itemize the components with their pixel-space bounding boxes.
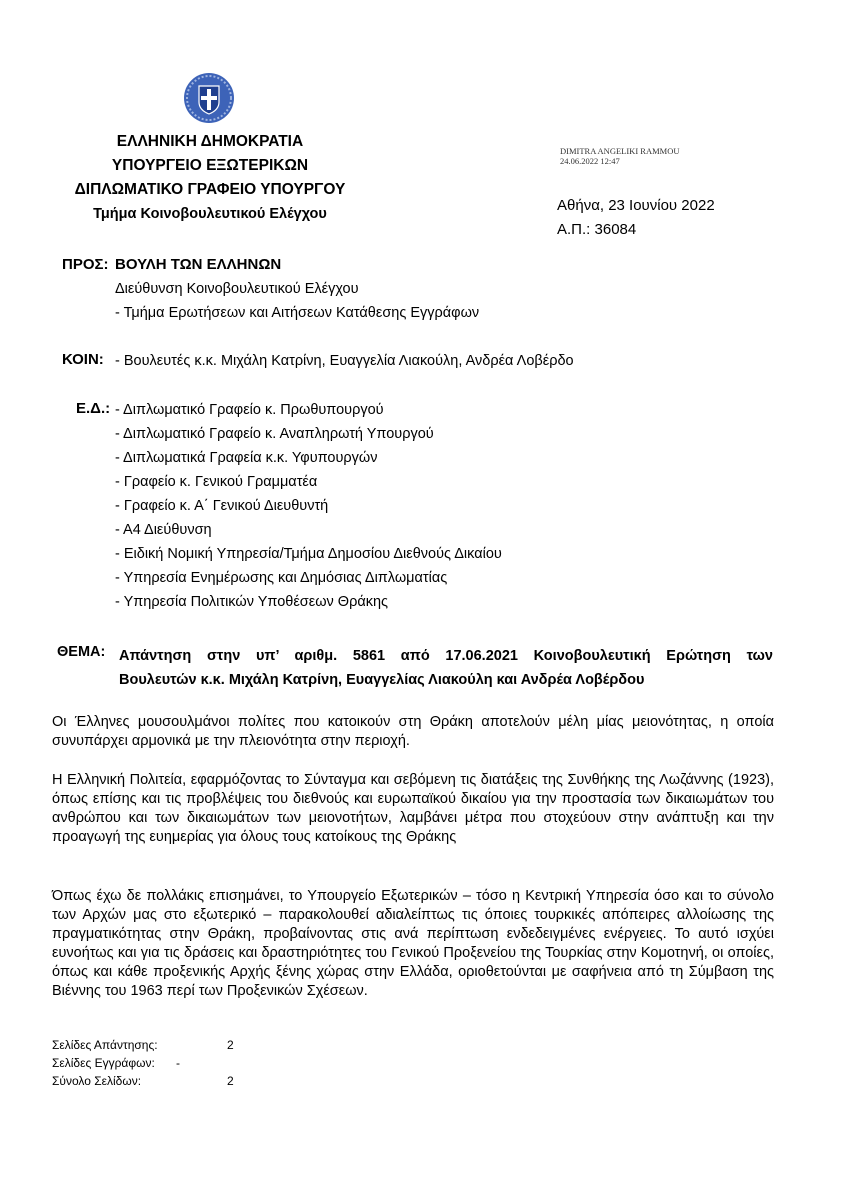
subject-text: [119, 644, 773, 692]
internal-distribution-label: Ε.Δ.:: [76, 400, 111, 417]
distribution-item: - Υπηρεσία Ενημέρωσης και Δημόσιας Διπλωματίας: [115, 570, 448, 586]
date-block: [557, 194, 715, 242]
distribution-item: - Γραφείο κ. Γενικού Γραμματέα: [115, 474, 318, 490]
footer-row: [52, 1055, 180, 1071]
body-paragraph: Η Ελληνική Πολιτεία, εφαρμόζοντας το Σύνταγμα και σεβόμενη τις διατάξεις της Συνθήκης της Λωζάννης (1923), όπως επίσης και τις προβλέψεις του διεθνούς και ευρωπαϊκού δικαίου για την προστασία των δικαιωμάτων του ανθρώπου και των δικαιωμάτων των μειονοτήτων, λαμβάνει μέτρα που στοχεύουν στην ανάπτυξη και την προαγωγή της ευημερίας για όλους τους κατοίκους της Θράκης: [52, 772, 774, 845]
letterhead: [40, 130, 380, 226]
distribution-item: - Διπλωματικά Γραφεία κ.κ. Υφυπουργών: [115, 450, 378, 466]
footer-label: Σελίδες Εγγράφων:: [52, 1056, 155, 1070]
distribution-item: - Α4 Διεύθυνση: [115, 522, 212, 538]
to-label: ΠΡΟΣ:: [62, 256, 109, 273]
distribution-item: - Υπηρεσία Πολιτικών Υποθέσεων Θράκης: [115, 594, 389, 610]
header-line-2: ΥΠΟΥΡΓΕΙΟ ΕΞΩΤΕΡΙΚΩΝ: [111, 157, 309, 174]
to-recipient: ΒΟΥΛΗ ΤΩΝ ΕΛΛΗΝΩΝ: [115, 256, 282, 273]
footer-label: Σελίδες Απάντησης:: [52, 1038, 158, 1052]
header-line-1: ΕΛΛΗΝΙΚΗ ΔΗΜΟΚΡΑΤΙΑ: [116, 133, 304, 150]
protocol-number: Α.Π.: 36084: [557, 221, 637, 238]
footer-row: [52, 1037, 234, 1053]
to-line-2: - Τμήμα Ερωτήσεων και Αιτήσεων Κατάθεσης Εγγράφων: [115, 305, 480, 321]
greek-coat-of-arms-icon: [183, 72, 235, 124]
footer-value: 2: [227, 1038, 234, 1052]
signature-name: DIMITRA ANGELIKI RAMMOU: [560, 146, 680, 156]
footer-label: Σύνολο Σελίδων:: [52, 1074, 142, 1088]
place-date: Αθήνα, 23 Ιουνίου 2022: [557, 197, 715, 214]
distribution-item: - Διπλωματικό Γραφείο κ. Αναπληρωτή Υπουργού: [115, 426, 434, 442]
footer-value: 2: [227, 1074, 234, 1088]
subject-line-1: Απάντηση στην υπ’ αριθμ. 5861 από 17.06.2021 Κοινοβουλευτική Ερώτηση των: [119, 648, 773, 664]
header-line-4: Τμήμα Κοινοβουλευτικού Ελέγχου: [93, 206, 327, 222]
distribution-item: - Ειδική Νομική Υπηρεσία/Τμήμα Δημοσίου Διεθνούς Δικαίου: [115, 546, 502, 562]
digital-signature: [560, 146, 679, 166]
footer-value: -: [176, 1056, 180, 1070]
footer-row: [52, 1073, 234, 1089]
signature-timestamp: 24.06.2022 12:47: [560, 156, 620, 166]
cc-label: ΚΟΙΝ:: [62, 351, 104, 368]
to-line-1: Διεύθυνση Κοινοβουλευτικού Ελέγχου: [115, 281, 359, 297]
subject-line-2: Βουλευτών κ.κ. Μιχάλη Κατρίνη, Ευαγγελίας Λιακούλη και Ανδρέα Λοβέρδου: [119, 672, 645, 688]
cc-text: - Βουλευτές κ.κ. Μιχάλη Κατρίνη, Ευαγγελία Λιακούλη, Ανδρέα Λοβέρδο: [115, 353, 574, 369]
distribution-item: - Διπλωματικό Γραφείο κ. Πρωθυπουργού: [115, 402, 384, 418]
header-line-3: ΔΙΠΛΩΜΑΤΙΚΟ ΓΡΑΦΕΙΟ ΥΠΟΥΡΓΟΥ: [74, 181, 346, 198]
subject-label: ΘΕΜΑ:: [57, 644, 106, 660]
body-paragraph: Οι Έλληνες μουσουλμάνοι πολίτες που κατοικούν στη Θράκη αποτελούν μέλη μίας μειονότητας, η οποία συνυπάρχει αρμονικά με την πλειονότητα στην περιοχή.: [52, 714, 774, 749]
distribution-item: - Γραφείο κ. Α΄ Γενικού Διευθυντή: [115, 498, 329, 514]
body-paragraph: Όπως έχω δε πολλάκις επισημάνει, το Υπουργείο Εξωτερικών – τόσο η Κεντρική Υπηρεσία όσο και το σύνολο των Αρχών μας στο εξωτερικό – παρακολουθεί αδιαλείπτως τις όποιες τουρκικές απόπειρες αλλοίωσης της πραγματικότητας στην Θράκη, προβαίνοντας στις ανά περίπτωση ενδεδειγμένες ενέργειες. Το αυτό ισχύει ευνοήτως και για τις δράσεις και δραστηριότητες του Γενικού Προξενείου της Τουρκίας στην Κομοτηνή, οι οποίες, όπως και κάθε προξενικής Αρχής ξένης χώρας στην Ελλάδα, οριοθετούνται με σαφήνεια από τη Σύμβαση της Βιέννης του 1963 περί των Προξενικών Σχέσεων.: [52, 888, 774, 999]
